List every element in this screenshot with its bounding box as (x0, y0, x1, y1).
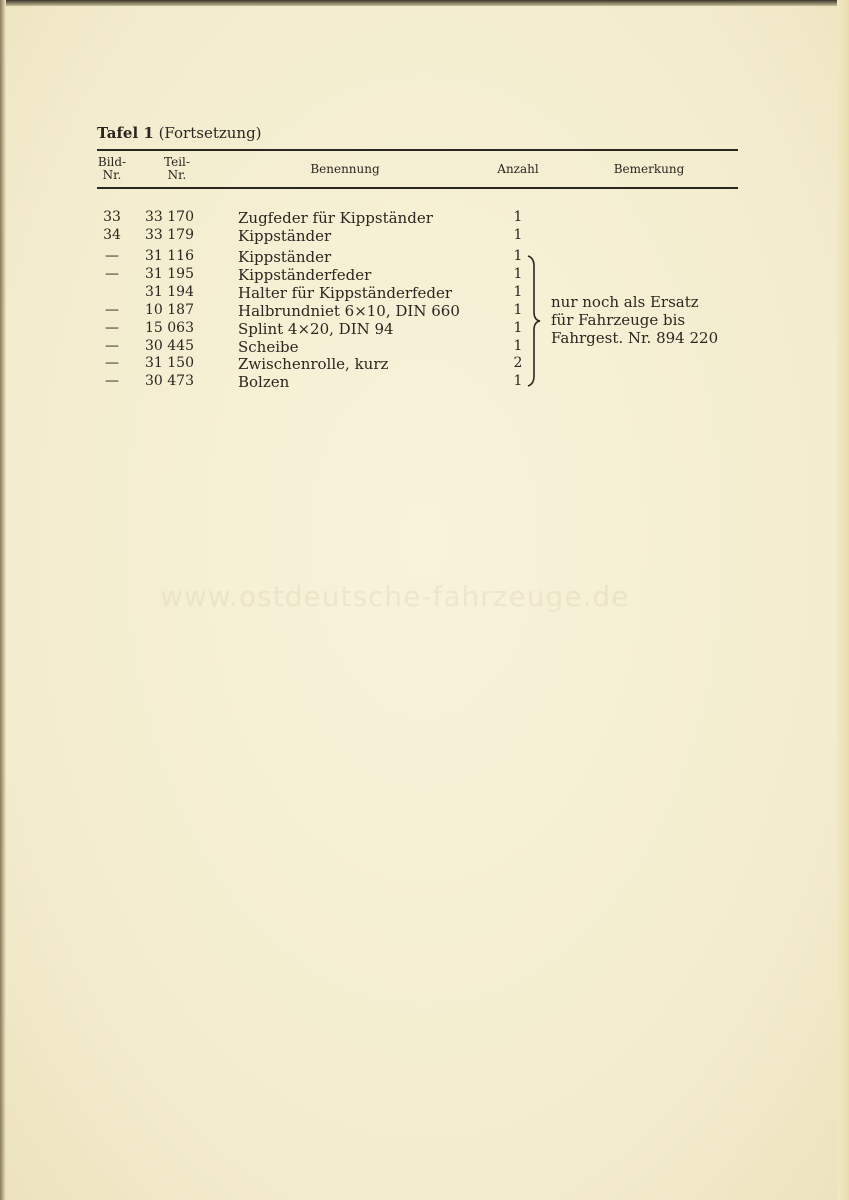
header-bild-line1: Bild- (97, 155, 127, 169)
cell-anzahl: 1 (513, 373, 523, 389)
header-teil (155, 156, 199, 182)
cell-anzahl: 2 (513, 355, 523, 371)
cell-anzahl: 1 (513, 284, 523, 300)
header-benennung: Benennung (310, 162, 380, 176)
table-title-rest: (Fortsetzung) (153, 124, 262, 142)
cell-anzahl: 1 (513, 227, 523, 243)
header-anzahl: Anzahl (497, 162, 539, 176)
table-row (0, 227, 849, 245)
cell-bild-nr: — (105, 266, 119, 282)
cell-teil-nr: 31 116 (145, 248, 194, 264)
remark-line-1: nur noch als Ersatz (551, 293, 699, 311)
cell-benennung: Kippständer (238, 227, 332, 245)
table-row (0, 302, 849, 320)
cell-teil-nr: 31 150 (145, 355, 194, 371)
remark-line-2: für Fahrzeuge bis (551, 311, 686, 329)
table-row (0, 373, 849, 391)
cell-bild-nr: — (105, 302, 119, 318)
table-row (0, 320, 849, 338)
cell-bild-nr: — (105, 373, 119, 389)
remark-block (551, 293, 718, 347)
header-bild (97, 156, 127, 182)
watermark-text: www.ostdeutsche-fahrzeuge.de (160, 580, 630, 613)
cell-benennung: Zugfeder für Kippständer (238, 209, 433, 227)
header-bemerkung: Bemerkung (613, 162, 685, 176)
table-row (0, 355, 849, 373)
cell-teil-nr: 30 473 (145, 373, 194, 389)
remark-line-3: Fahrgest. Nr. 894 220 (551, 329, 719, 347)
cell-anzahl: 1 (513, 338, 523, 354)
cell-benennung: Scheibe (238, 338, 299, 356)
cell-benennung: Zwischenrolle, kurz (238, 355, 389, 373)
page-right-edge (837, 0, 849, 1200)
table-row (0, 248, 849, 266)
cell-teil-nr: 33 170 (145, 209, 194, 225)
cell-benennung: Bolzen (238, 373, 290, 391)
table-title (97, 124, 262, 142)
cell-bild-nr: 33 (103, 209, 121, 225)
cell-teil-nr: 10 187 (145, 302, 194, 318)
header-teil-line1: Teil- (164, 155, 190, 169)
cell-teil-nr: 31 194 (145, 284, 194, 300)
page-top-edge (0, 0, 849, 6)
header-bottom-rule (97, 187, 738, 189)
cell-teil-nr: 15 063 (145, 320, 194, 336)
cell-anzahl: 1 (513, 302, 523, 318)
page-left-edge (0, 0, 6, 1200)
right-brace-icon (526, 254, 542, 388)
cell-bild-nr: — (105, 338, 119, 354)
cell-benennung: Kippständer (238, 248, 332, 266)
table-row (0, 209, 849, 227)
cell-anzahl: 1 (513, 248, 523, 264)
table-row (0, 266, 849, 284)
header-teil-line2: Nr. (167, 168, 187, 182)
cell-teil-nr: 30 445 (145, 338, 194, 354)
cell-teil-nr: 31 195 (145, 266, 194, 282)
cell-benennung: Splint 4×20, DIN 94 (238, 320, 394, 338)
cell-anzahl: 1 (513, 266, 523, 282)
header-top-rule (97, 149, 738, 151)
cell-benennung: Halbrundniet 6×10, DIN 660 (238, 302, 460, 320)
cell-bild-nr: — (105, 248, 119, 264)
cell-teil-nr: 33 179 (145, 227, 194, 243)
cell-bild-nr: — (105, 355, 119, 371)
table-row (0, 338, 849, 356)
table-title-bold: Tafel 1 (97, 124, 154, 142)
cell-anzahl: 1 (513, 209, 523, 225)
cell-anzahl: 1 (513, 320, 523, 336)
table-row (0, 284, 849, 302)
cell-bild-nr: 34 (103, 227, 121, 243)
header-bild-line2: Nr. (102, 168, 122, 182)
cell-bild-nr: — (105, 320, 119, 336)
cell-benennung: Halter für Kippständerfeder (238, 284, 453, 302)
cell-benennung: Kippständerfeder (238, 266, 372, 284)
